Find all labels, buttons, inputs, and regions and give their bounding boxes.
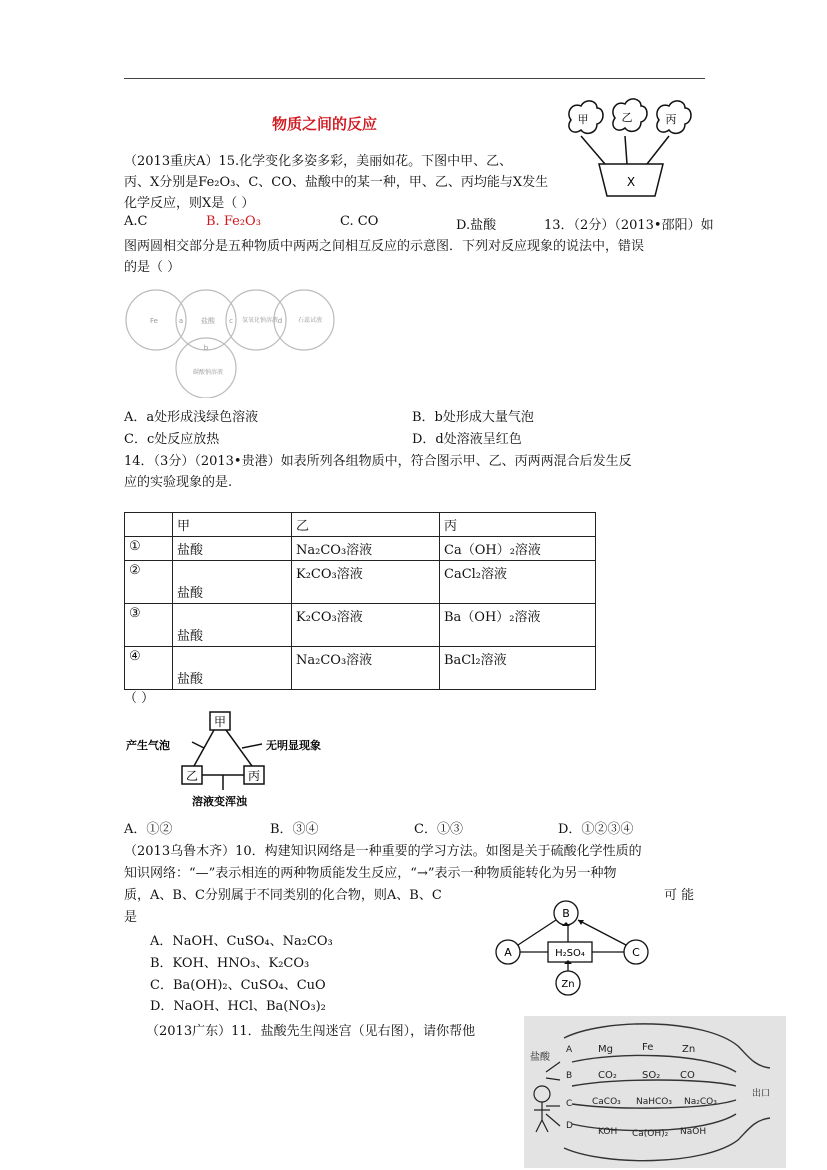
flower-figure xyxy=(563,98,703,200)
table-cell: Na₂CO₃溶液 xyxy=(292,537,440,561)
node-h2so4: H₂SO₄ xyxy=(555,948,585,959)
flower-petal-2: 乙 xyxy=(621,111,633,124)
table-cell: ③ xyxy=(125,604,173,647)
circles-figure xyxy=(124,282,336,398)
circle-hcl: 盐酸 xyxy=(201,317,215,325)
maze-item: Ca(OH)₂ xyxy=(632,1129,669,1139)
maze-item: CO₂ xyxy=(598,1070,617,1081)
table-header-cell: 甲 xyxy=(173,513,292,537)
q3-line1: 14．（3分）（2013•贵港）如表所列各组物质中，符合图示甲、乙、丙两两混合后发生反 xyxy=(124,454,632,469)
q1-option-c: C. CO xyxy=(340,214,379,229)
node-a: A xyxy=(504,946,512,959)
table-cell: 盐酸 xyxy=(173,604,292,647)
table-cell: K₂CO₃溶液 xyxy=(292,561,440,604)
node-jia: 甲 xyxy=(213,715,227,729)
q4-line3b: 可 能 xyxy=(664,888,695,903)
circle-na2co3: 碳酸钠溶液 xyxy=(192,369,224,376)
flower-pot-label: X xyxy=(626,175,636,189)
maze-figure xyxy=(524,1016,786,1168)
page-title: 物质之间的反应 xyxy=(272,115,378,133)
table-cell: Na₂CO₃溶液 xyxy=(292,647,440,690)
q1-option-d: D.盐酸 xyxy=(456,218,497,233)
node-bing: 丙 xyxy=(247,769,261,783)
q2-option-a: A．a处形成浅绿色溶液 xyxy=(124,410,259,425)
node-zn: Zn xyxy=(561,979,575,990)
q3-blank: （ ） xyxy=(124,691,155,706)
maze-item: SO₂ xyxy=(642,1070,661,1081)
q2-line2: 图两圆相交部分是五种物质中两两之间相互反应的示意图．下列对反应现象的说法中，错误 xyxy=(124,239,645,254)
label-turbid: 溶液变浑浊 xyxy=(192,795,247,808)
maze-item: Fe xyxy=(642,1042,654,1053)
q3-option-d: D．①②③④ xyxy=(558,822,634,837)
label-bubbles: 产生气泡 xyxy=(126,739,170,752)
q1-line1: （2013重庆A）15.化学变化多姿多彩，美丽如花。下图中甲、乙、 xyxy=(124,154,513,169)
maze-route-b: B xyxy=(566,1071,573,1081)
table-row xyxy=(125,647,596,690)
q2-option-c: C．c处反应放热 xyxy=(124,432,220,447)
node-yi: 乙 xyxy=(185,769,199,783)
table-row xyxy=(125,604,596,647)
table-cell: CaCl₂溶液 xyxy=(440,561,596,604)
triangle-figure xyxy=(124,708,344,810)
q3-option-c: C．①③ xyxy=(414,822,463,837)
table-cell: ① xyxy=(125,537,173,561)
network-figure xyxy=(488,900,658,996)
q3-option-a: A．①② xyxy=(124,822,173,837)
q3-table xyxy=(124,512,596,690)
region-a: a xyxy=(178,317,184,325)
q4-line1: （2013乌鲁木齐）10．构建知识网络是一种重要的学习方法。如图是关于硫酸化学性质的 xyxy=(124,844,642,859)
region-c: c xyxy=(229,317,233,325)
table-cell: BaCl₂溶液 xyxy=(440,647,596,690)
circle-naoh: 氢氧化钠溶液 xyxy=(241,317,279,324)
table-cell: Ca（OH）₂溶液 xyxy=(440,537,596,561)
q2-option-d: D．d处溶液呈红色 xyxy=(412,432,522,447)
flower-petal-1: 甲 xyxy=(577,113,589,126)
q2-line3: 的是（ ） xyxy=(124,260,181,275)
q4-line3a: 质，A、B、C分别属于不同类别的化合物，则A、B、C xyxy=(124,888,442,903)
q3-line2: 应的实验现象的是. xyxy=(124,475,233,490)
table-header-cell xyxy=(125,513,173,537)
q4-option-d: D．NaOH、HCl、Ba(NO₃)₂ xyxy=(150,999,326,1014)
maze-item: Zn xyxy=(682,1044,696,1055)
q4-option-c: C．Ba(OH)₂、CuSO₄、CuO xyxy=(150,978,326,993)
maze-route-c: C xyxy=(566,1099,573,1109)
flower-petal-3: 丙 xyxy=(665,113,677,126)
q4-option-b: B．KOH、HNO₃、K₂CO₃ xyxy=(150,956,310,971)
q2-line1: 13．（2分）（2013•邵阳）如 xyxy=(544,218,714,233)
maze-route-d: D xyxy=(566,1121,573,1131)
maze-route-a: A xyxy=(566,1045,573,1055)
q1-option-a: A.C xyxy=(124,214,148,229)
maze-item: KOH xyxy=(598,1127,618,1137)
maze-person: 盐酸 xyxy=(530,1052,550,1063)
table-cell: 盐酸 xyxy=(173,561,292,604)
table-header-row xyxy=(125,513,596,537)
table-row xyxy=(125,561,596,604)
q4-option-a: A．NaOH、CuSO₄、Na₂CO₃ xyxy=(150,934,333,949)
node-b: B xyxy=(562,907,570,920)
q1-line2: 丙、X分别是Fe₂O₃、C、CO、盐酸中的某一种，甲、乙、丙均能与X发生 xyxy=(124,175,549,190)
node-c: C xyxy=(632,946,640,959)
table-cell: 盐酸 xyxy=(173,647,292,690)
q4-line2: 知识网络：“—”表示相连的两种物质能发生反应，“→”表示一种物质能转化为另一种物 xyxy=(124,866,617,881)
table-cell: Ba（OH）₂溶液 xyxy=(440,604,596,647)
region-b: b xyxy=(203,344,209,352)
table-cell: ② xyxy=(125,561,173,604)
maze-item: Na₂CO₃ xyxy=(684,1097,717,1107)
table-cell: K₂CO₃溶液 xyxy=(292,604,440,647)
table-cell: ④ xyxy=(125,647,173,690)
q4-line4: 是 xyxy=(124,910,138,925)
q2-option-b: B．b处形成大量气泡 xyxy=(412,410,534,425)
maze-item: CaCO₃ xyxy=(592,1097,621,1107)
maze-item: NaHCO₃ xyxy=(636,1097,672,1107)
maze-item: CO xyxy=(680,1070,695,1081)
table-header-cell: 丙 xyxy=(440,513,596,537)
table-row xyxy=(125,537,596,561)
table-cell: 盐酸 xyxy=(173,537,292,561)
q1-option-b: B. Fe₂O₃ xyxy=(206,214,261,229)
circle-fe: Fe xyxy=(150,317,158,325)
q5-line1: （2013广东）11．盐酸先生闯迷宫（见右图），请你帮他 xyxy=(146,1024,476,1039)
q1-line3: 化学反应，则X是（ ） xyxy=(124,196,255,211)
top-rule xyxy=(124,78,705,79)
region-d: d xyxy=(277,317,283,325)
table-header-cell: 乙 xyxy=(292,513,440,537)
maze-item: Mg xyxy=(598,1044,613,1055)
q3-option-b: B．③④ xyxy=(270,822,319,837)
circle-litmus: 石蕊试液 xyxy=(297,317,323,324)
maze-exit: 出口 xyxy=(752,1089,771,1099)
label-no-change: 无明显现象 xyxy=(266,739,321,752)
maze-item: NaOH xyxy=(680,1127,707,1137)
